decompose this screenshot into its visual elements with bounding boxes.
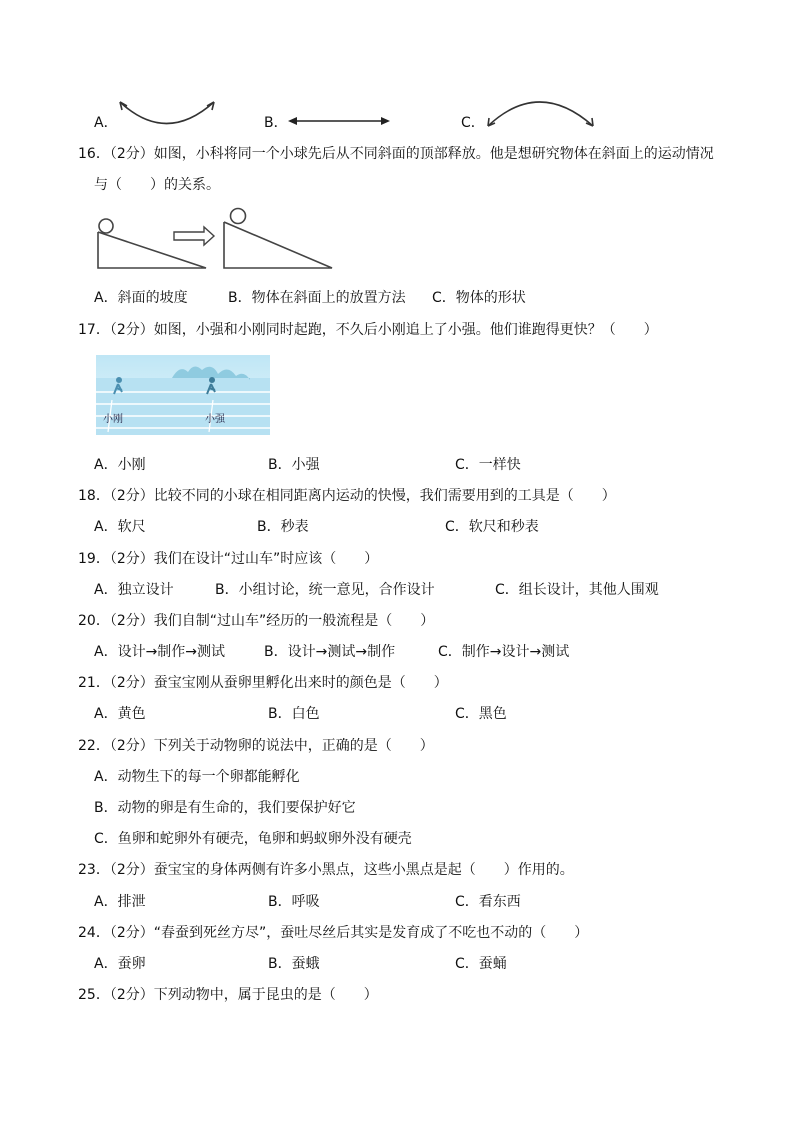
q24-option-a[interactable]: A．蚕卵 bbox=[94, 956, 146, 972]
q20-option-c[interactable]: C．制作→设计→测试 bbox=[438, 644, 570, 660]
q17-option-c[interactable]: C．一样快 bbox=[455, 457, 521, 473]
q17-question: 17．（2分）如图，小强和小刚同时起跑，不久后小刚追上了小强。他们谁跑得更快？（ ） bbox=[78, 322, 658, 338]
q21-question: 21．（2分）蚕宝宝刚从蚕卵里孵化出来时的颜色是（ ） bbox=[78, 675, 448, 691]
q19-question: 19．（2分）我们在设计“过山车”时应该（ ） bbox=[78, 551, 379, 567]
q19-option-b[interactable]: B．小组讨论，统一意见，合作设计 bbox=[215, 582, 435, 598]
q21-option-a[interactable]: A．黄色 bbox=[94, 706, 146, 722]
q20-option-a[interactable]: A．设计→制作→测试 bbox=[94, 644, 226, 660]
q16-question-line1: 16．（2分）如图，小科将同一个小球先后从不同斜面的顶部释放。他是想研究物体在斜面上的运动情况 bbox=[78, 146, 714, 162]
q23-option-c[interactable]: C．看东西 bbox=[455, 894, 521, 910]
q24-option-b[interactable]: B．蚕蛾 bbox=[268, 956, 320, 972]
q18-question: 18．（2分）比较不同的小球在相同距离内运动的快慢，我们需要用到的工具是（ ） bbox=[78, 488, 616, 504]
q16-option-a[interactable]: A．斜面的坡度 bbox=[94, 290, 188, 306]
q23-option-b[interactable]: B．呼吸 bbox=[268, 894, 320, 910]
q17-option-b[interactable]: B．小强 bbox=[268, 457, 320, 473]
q15-option-a-label: A． bbox=[94, 115, 118, 131]
q17-label-runner-right: 小强 bbox=[205, 414, 225, 425]
q22-option-b[interactable]: B．动物的卵是有生命的，我们要保护好它 bbox=[94, 800, 356, 816]
q19-option-c[interactable]: C．组长设计，其他人围观 bbox=[495, 582, 659, 598]
q23-question: 23．（2分）蚕宝宝的身体两侧有许多小黑点，这些小黑点是起（ ）作用的。 bbox=[78, 862, 574, 878]
q24-option-c[interactable]: C．蚕蛹 bbox=[455, 956, 507, 972]
q19-option-a[interactable]: A．独立设计 bbox=[94, 582, 174, 598]
q17-label-runner-left: 小刚 bbox=[103, 414, 123, 425]
q23-option-a[interactable]: A．排泄 bbox=[94, 894, 146, 910]
q18-option-a[interactable]: A．软尺 bbox=[94, 519, 146, 535]
q20-question: 20．（2分）我们自制“过山车”经历的一般流程是（ ） bbox=[78, 613, 435, 629]
q18-option-b[interactable]: B．秒表 bbox=[257, 519, 309, 535]
q17-option-a[interactable]: A．小刚 bbox=[94, 457, 146, 473]
q22-question: 22．（2分）下列关于动物卵的说法中，正确的是（ ） bbox=[78, 738, 434, 754]
q24-question: 24．（2分）“春蚕到死丝方尽”，蚕吐尽丝后其实是发育成了不吃也不动的（ ） bbox=[78, 925, 589, 941]
q21-option-c[interactable]: C．黑色 bbox=[455, 706, 507, 722]
q15-option-c-label: C． bbox=[461, 115, 485, 131]
q15-option-b-label: B． bbox=[264, 115, 288, 131]
q16-question-line2: 与（ ）的关系。 bbox=[94, 177, 220, 193]
q22-option-a[interactable]: A．动物生下的每一个卵都能孵化 bbox=[94, 769, 300, 785]
q16-option-b[interactable]: B．物体在斜面上的放置方法 bbox=[228, 290, 406, 306]
q16-option-c[interactable]: C．物体的形状 bbox=[432, 290, 526, 306]
q22-option-c[interactable]: C．鱼卵和蛇卵外有硬壳，龟卵和蚂蚁卵外没有硬壳 bbox=[94, 831, 412, 847]
q25-question: 25．（2分）下列动物中，属于昆虫的是（ ） bbox=[78, 987, 378, 1003]
q18-option-c[interactable]: C．软尺和秒表 bbox=[445, 519, 539, 535]
q21-option-b[interactable]: B．白色 bbox=[268, 706, 320, 722]
q20-option-b[interactable]: B．设计→测试→制作 bbox=[264, 644, 396, 660]
